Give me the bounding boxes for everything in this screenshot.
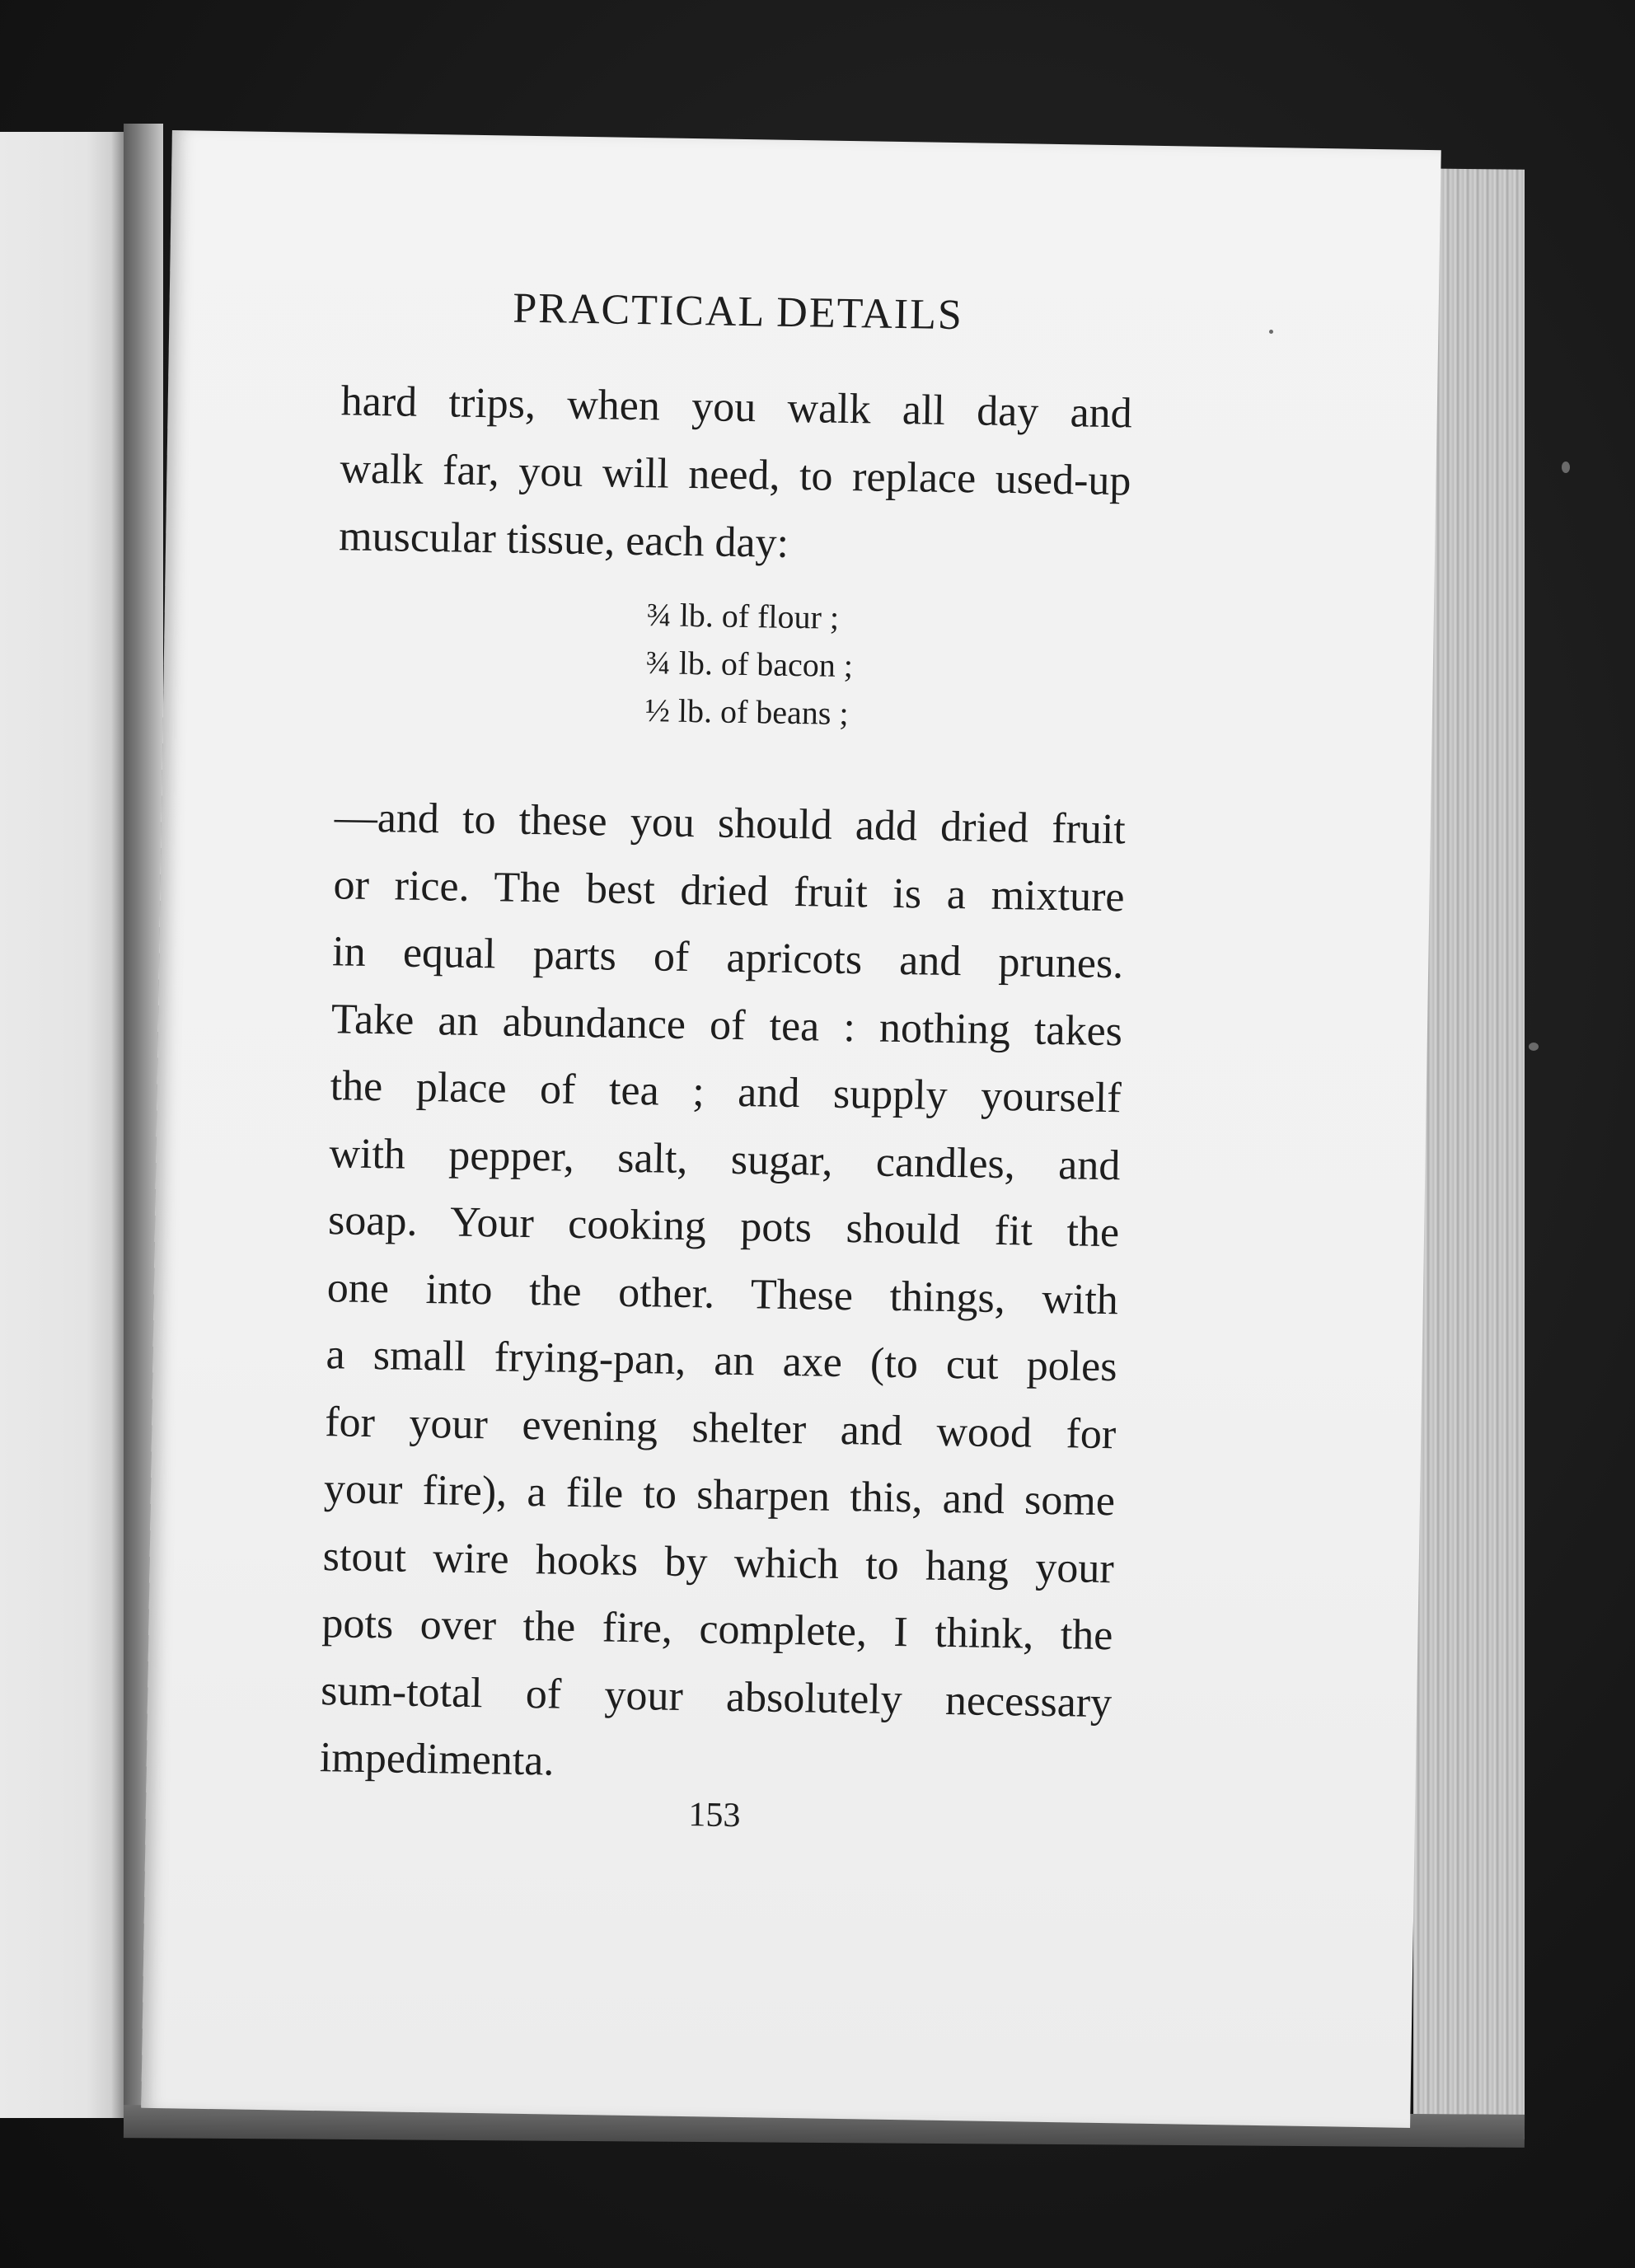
provision-item: ¾ lb. of flour ;	[646, 596, 840, 636]
dust-speck	[1529, 1043, 1539, 1051]
text-line: Take an abundance of tea : nothing takes	[330, 995, 1123, 1055]
provision-item: ½ lb. of beans ;	[644, 691, 849, 733]
text-line: soap. Your cooking pots should fit the	[327, 1197, 1120, 1257]
dust-speck	[1269, 330, 1273, 334]
provisions-list	[644, 591, 977, 739]
text-line: —and to these you should add dried fruit	[334, 794, 1127, 854]
text-line: one into the other. These things, with	[326, 1263, 1119, 1324]
text-line: or rice. The best dried fruit is a mixture	[333, 860, 1125, 921]
opening-paragraph	[339, 368, 1133, 583]
running-head: PRACTICAL DETAILS	[512, 284, 964, 340]
text-line: sum-total of your absolutely necessary	[320, 1666, 1113, 1727]
facing-page-left	[0, 132, 124, 2118]
continuation-paragraph	[319, 784, 1126, 1803]
text-line: in equal parts of apricots and prunes.	[331, 928, 1124, 988]
text-line: pots over the fire, complete, I think, the	[321, 1600, 1113, 1660]
text-line: walk far, you will need, to replace used-up	[340, 445, 1131, 505]
text-line: hard trips, when you walk all day and	[340, 377, 1133, 438]
text-line: with pepper, salt, sugar, candles, and	[329, 1129, 1121, 1189]
text-line: for your evening shelter and wood for	[324, 1398, 1117, 1458]
book-page	[141, 130, 1441, 2128]
text-line: muscular tissue, each day:	[338, 513, 789, 567]
text-line: stout wire hooks by which to hang your	[322, 1532, 1115, 1592]
text-line: impedimenta.	[319, 1734, 555, 1785]
dust-speck	[1562, 462, 1570, 473]
page-number: 153	[688, 1796, 741, 1835]
provision-item: ¾ lb. of bacon ;	[645, 644, 854, 685]
text-line: the place of tea ; and supply yourself	[330, 1062, 1122, 1122]
text-line: your fire), a file to sharpen this, and some	[323, 1465, 1116, 1525]
text-line: a small frying-pan, an axe (to cut poles	[326, 1331, 1117, 1391]
